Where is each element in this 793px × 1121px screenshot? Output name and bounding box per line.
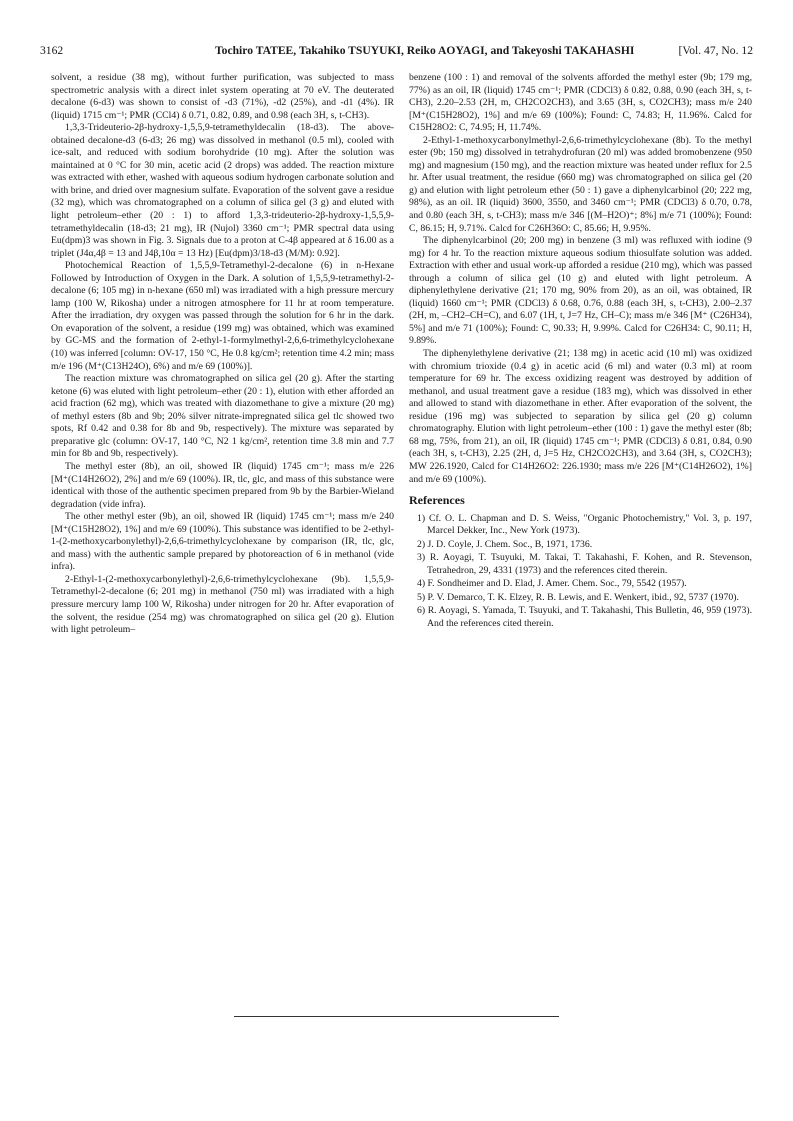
paragraph: The reaction mixture was chromatographed on silica gel (20 g). After the starting ketone (6) was eluted with light petroleum–ether (20 : 1), elution with ether afforded an acid fraction (62 mg), which was treated with diazomethane to give a mixture (20 mg) of methyl esters (8b and 9b; 20% silver nitrate-impregnated silica gel tlc showed two spots, Rf 0.42 and 0.38 for 8b and 9b, respectively). The mixture was separated by preparative glc (column: OV-17, 140 °C, N2 1 kg/cm², retention time 3.8 min and 7.7 min for 8b and 9b, respectively). [51,373,394,460]
reference-list [409,513,752,631]
reference-item: 3) R. Aoyagi, T. Tsuyuki, M. Takai, T. Takahashi, F. Kohen, and R. Stevenson, Tetrahedron, 29, 4331 (1973) and the references cited therein. [417,552,752,576]
paragraph: 2-Ethyl-1-methoxycarbonylmethyl-2,6,6-trimethylcyclohexane (8b). To the methyl ester (9b; 150 mg) dissolved in tetrahydrofuran (20 ml) was added bromobenzene (950 mg) and magnesium (150 mg), and the reaction mixture was heated under reflux for 2.5 hr. After usual treatment, the residue (660 mg) was chromatographed on silica gel (20 g) and elution with light petroleum ether (50 : 1) gave a diphenylcarbinol (20; 222 mg, 98%), as an oil. IR (liquid) 3600, 3550, and 3460 cm⁻¹; PMR (CDCl3) δ 0.70, 0.78, and 0.80 (each 3H, s, t-CH3); mass m/e 346 [(M–H2O)⁺; 8%] m/e 71 (100%); Found: C, 86.15; H, 9.71%. Calcd for C26H36O: C, 85.66; H, 9.95%. [409,134,752,234]
running-head-authors: Tochiro TATEE, Takahiko TSUYUKI, Reiko AOYAGI, and Takeyoshi TAKAHASHI [215,44,635,57]
paragraph: The diphenylcarbinol (20; 200 mg) in benzene (3 ml) was refluxed with iodine (9 mg) for 4 hr. To the reaction mixture aqueous sodium thiosulfate solution was added. Extraction with ether and usual work-up afforded a residue (210 mg), which was passed through a column of silica gel (10 g) and eluted with light petroleum. A diphenylethylene derivative (21; 170 mg, 90% from 20), as an oil, was obtained, IR (liquid) 1660 cm⁻¹; PMR (CDCl3) δ 0.68, 0.76, 0.88 (each 3H, s, t-CH3), 2.00–2.37 (2H, m, –CH2–CH=C), and 6.07 (1H, t, J=7 Hz, CH–C); mass m/e 346 [M⁺ (C26H34), 5%] and m/e 71 (100%); Found: C, 90.33; H, 9.99%. Calcd for C26H34: C, 90.11; H, 9.89%. [409,235,752,347]
journal-volume: [Vol. 47, No. 12 [678,44,753,57]
references-heading: References [409,493,465,508]
reference-item: 5) P. V. Demarco, T. K. Elzey, R. B. Lewis, and E. Wenkert, ibid., 92, 5737 (1970). [417,591,739,603]
footer-rule [234,1016,559,1017]
paragraph: benzene (100 : 1) and removal of the solvents afforded the methyl ester (9b; 179 mg, 77%) as an oil, IR (liquid) 1745 cm⁻¹; PMR (CDCl3) δ 0.82, 0.88, 0.90 (each 3H, s, t-CH3), 2.20–2.53 (2H, m, CH2CO2CH3), and 3.65 (3H, s, CO2CH3); mass m/e 240 [M⁺(C15H28O2), 1%] and m/e 69 (100%); Found: C, 74.83; H, 11.96%. Calcd for C15H28O2: C, 74.95; H, 11.74%. [409,72,752,134]
paragraph: The other methyl ester (9b), an oil, showed IR (liquid) 1745 cm⁻¹; mass m/e 240 [M⁺(C15H28O2), 1%] and m/e 69 (100%). This substance was identified to be 2-ethyl-1-(2-methoxycarbonylethyl)-2,6,6-trimethylcyclohexane by comparison (IR, tlc, glc, and mass) with the authentic sample prepared by photoreaction of 6 in methanol (vide infra). [51,511,394,573]
paragraph: Photochemical Reaction of 1,5,5,9-Tetramethyl-2-decalone (6) in n-Hexane Followed by Introduction of Oxygen in the Dark. A solution of 1,5,5,9-tetramethyl-2-decalone (6; 105 mg) in n-hexane (650 ml) was irradiated with a high pressure mercury lamp (100 W, Rikosha) under a nitrogen atmosphere for 11 hr at room temperature. After the irradiation, dry oxygen was passed through the solution for 6 hr in the dark. On evaporation of the solvent, a residue (199 mg) was obtained, which was examined by GC-MS and the formation of 2-ethyl-1-formylmethyl-2,6,6-trimethylcyclohexane (10) was inferred [column: OV-17, 150 °C, He 0.8 kg/cm²; retention time 4.2 min; mass m/e 196 (M⁺(C13H24O), 6%) and m/e 69 (100%)]. [51,260,394,372]
reference-item: 2) J. D. Coyle, J. Chem. Soc., B, 1971, 1736. [417,538,593,550]
paragraph: 1,3,3-Trideuterio-2β-hydroxy-1,5,5,9-tetramethyldecalin (18-d3). The above-obtained decalone-d3 (6-d3; 26 mg) was dissolved in methanol (0.5 ml), cooled with ice-salt, and reduced with sodium borohydride (10 mg). After the solution was maintained at 0 °C for 30 min, acetic acid (2 drops) was added. The reaction mixture was extracted with ether, washed with aqueous sodium hydrogen carbonate solution and with brine, and dried over magnesium sulfate. Evaporation of the solvent gave a residue (32 mg), which was chromatographed on a column of silica gel (3 g) and eluted with light petroleum–ether (20 : 1) to afford 1,3,3-trideuterio-2β-hydroxy-1,5,5,9-tetramethyldecalin (18-d3; 21 mg), IR (Nujol) 3360 cm⁻¹; PMR spectral data using Eu(dpm)3 was shown in Fig. 3. Signals due to a proton at C-4β appeared at δ 16.00 as a triplet (J4α,4β = 13 and J4β,10α = 13 Hz) [Eu(dpm)3/18-d3 (M/M): 0.92]. [51,122,394,259]
paragraph: The methyl ester (8b), an oil, showed IR (liquid) 1745 cm⁻¹; mass m/e 226 [M⁺(C14H26O2), 2%] and m/e 69 (100%). IR, tlc, glc, and mass of this substance were identical with those of the authentic specimen prepared from 9b by the Barbier-Wieland degradation (vide infra). [51,460,394,510]
left-column [51,72,394,637]
right-column [409,72,752,632]
reference-item: 6) R. Aoyagi, S. Yamada, T. Tsuyuki, and T. Takahashi, This Bulletin, 46, 959 (1973). And the references cited therein. [417,605,752,629]
paragraph: The diphenylethylene derivative (21; 138 mg) in acetic acid (10 ml) was oxidized with chromium trioxide (0.4 g) in acetic acid (6 ml) and water (0.3 ml) at room temperature for 69 hr. The excess oxidizing reagent was destroyed by addition of methanol, and usual treatment gave a residue (183 mg), which was dissolved in ether and allowed to stand with diazomethane in ether. After evaporation of the solvent, the residue (196 mg) was subjected to separation by silica gel (20 g) column chromatography. Elution with light petroleum–ether (100 : 1) gave the methyl ester (8b; 68 mg, 75%, from 21), an oil, IR (liquid) 1745 cm⁻¹; PMR (CDCl3) δ 0.81, 0.84, 0.90 (each 3H, s, t-CH3), 2.25 (2H, d, J=5 Hz, CH2CO2CH3), and 3.64 (3H, s, CO2CH3); MW 226.1920, Calcd for C14H26O2: 226.1930; mass m/e 226 [M⁺(C14H26O2), 1%] and m/e 69 (100%). [409,348,752,485]
paragraph: solvent, a residue (38 mg), without further purification, was subjected to mass spectrometric analysis with a direct inlet system operating at 70 eV. The deuterated decalone (6-d3) was shown to consist of -d3 (71%), -d2 (25%), and -d1 (4%). IR (liquid) 1715 cm⁻¹; PMR (CCl4) δ 0.71, 0.82, 0.89, and 0.98 (each 3H, s, t-CH3). [51,72,394,121]
paragraph: 2-Ethyl-1-(2-methoxycarbonylethyl)-2,6,6-trimethylcyclohexane (9b). 1,5,5,9-Tetramethyl-2-decalone (6; 201 mg) in methanol (750 ml) was irradiated with a high pressure mercury lamp 100 W, Rikosha) under nitrogen for 20 hr. After evaporation of the solvent, the residue (254 mg) was chromatographed on silica gel (20 g). Elution with light petroleum– [51,573,394,636]
page-header [40,44,753,62]
reference-item: 1) Cf. O. L. Chapman and D. S. Weiss, "Organic Photochemistry," Vol. 3, p. 197, Marcel Dekker, Inc., New York (1973). [417,512,752,537]
page-number: 3162 [40,44,64,57]
reference-item: 4) F. Sondheimer and D. Elad, J. Amer. Chem. Soc., 79, 5542 (1957). [417,578,687,590]
